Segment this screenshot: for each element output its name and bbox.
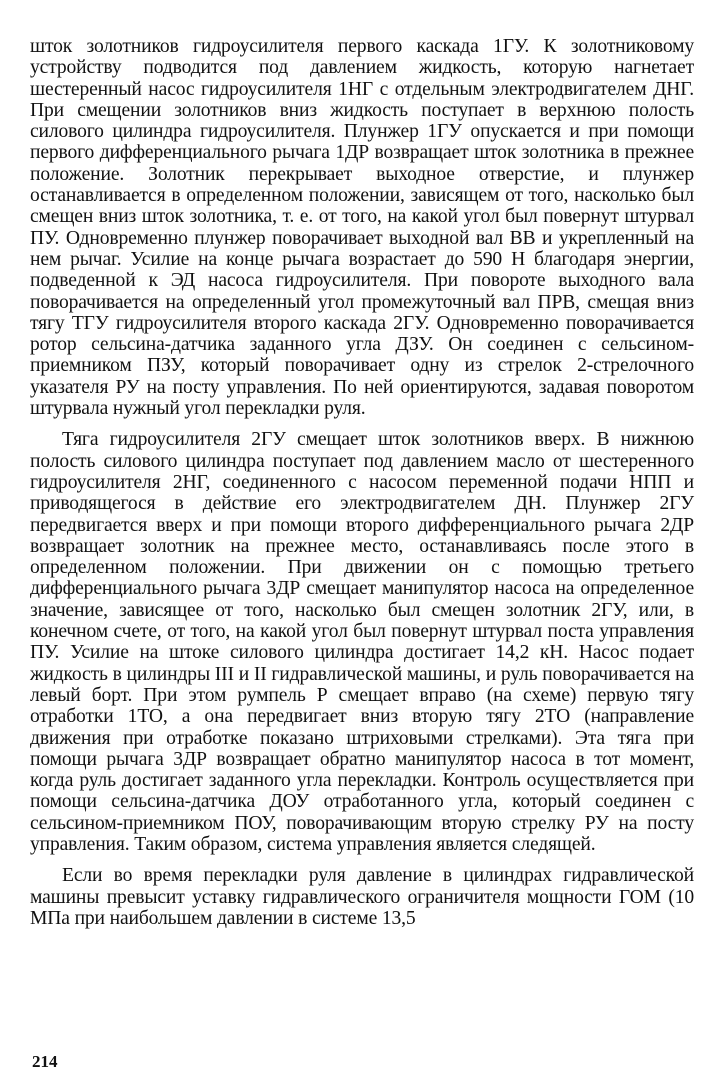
paragraph-1: шток золотников гидроусилителя первого каскада 1ГУ. К золотниковому устройству подводится под давлением жидкость, которую нагнетает шестеренный насос гидроусилителя 1НГ с отдельным электродвигателем ДНГ. При смещении золотников вниз жидкость поступает в верхнюю полость силового цилиндра гидроусилителя. Плунжер 1ГУ опускается и при помощи первого дифференциального рычага 1ДР возвращает шток золотника в прежнее положение. Золотник перекрывает выходное отверстие, и плунжер останавливается в определенном положении, зависящем от того, насколько был смещен вниз шток золотника, т. е. от того, на какой угол был повернут штурвал ПУ. Одновременно плунжер поворачивает выходной вал ВВ и укрепленный на нем рычаг. Усилие на конце рычага возрастает до 590 Н благодаря энергии, подведенной к ЭД насоса гидроусилителя. При повороте выходного вала поворачивается на определенный угол промежуточный вал ПРВ, смещая вниз тягу ТГУ гидроусилителя второго каскада 2ГУ. Одновременно поворачивается ротор сельсина-датчика заданного угла ДЗУ. Он соединен с сельсином-приемником ПЗУ, который поворачивает одну из стрелок 2-стрелочного указателя РУ на посту управления. По ней ориентируются, задавая поворотом штурвала нужный угол перекладки руля. xyxy=(30,36,694,420)
document-page xyxy=(30,36,694,929)
page-number: 214 xyxy=(32,1052,58,1071)
paragraph-2: Тяга гидроусилителя 2ГУ смещает шток золотников вверх. В нижнюю полость силового цилиндра поступает под давлением масло от шестеренного гидроусилителя 2НГ, соединенного с насосом переменной подачи НПП и приводящегося в действие его электродвигателем ДН. Плунжер 2ГУ передвигается вверх и при помощи второго дифференциального рычага 2ДР возвращает золотник на прежнее место, останавливаясь после этого в определенном положении. При движении он с помощью третьего дифференциального рычага 3ДР смещает манипулятор насоса на определенное значение, зависящее от того, насколько был смещен золотник 2ГУ, или, в конечном счете, от того, на какой угол был повернут штурвал поста управления ПУ. Усилие на штоке силового цилиндра достигает 14,2 кН. Насос подает жидкость в цилиндры III и II гидравлической машины, и руль поворачивается на левый борт. При этом румпель Р смещает вправо (на схеме) первую тягу отработки 1ТО, а она передвигает вниз вторую тягу 2ТО (направление движения при отработке показано штриховыми стрелками). Эта тяга при помощи рычага 3ДР возвращает обратно манипулятор насоса в тот момент, когда руль достигает заданного угла перекладки. Контроль осуществляется при помощи сельсина-датчика ДОУ отработанного угла, который соединен с сельсином-приемником ПОУ, поворачивающим вторую стрелку РУ на посту управления. Таким образом, система управления является следящей. xyxy=(30,429,694,855)
paragraph-3: Если во время перекладки руля давление в цилиндрах гидравлической машины превысит уставку гидравлического ограничителя мощности ГОМ (10 МПа при наибольшем давлении в системе 13,5 xyxy=(30,865,694,929)
